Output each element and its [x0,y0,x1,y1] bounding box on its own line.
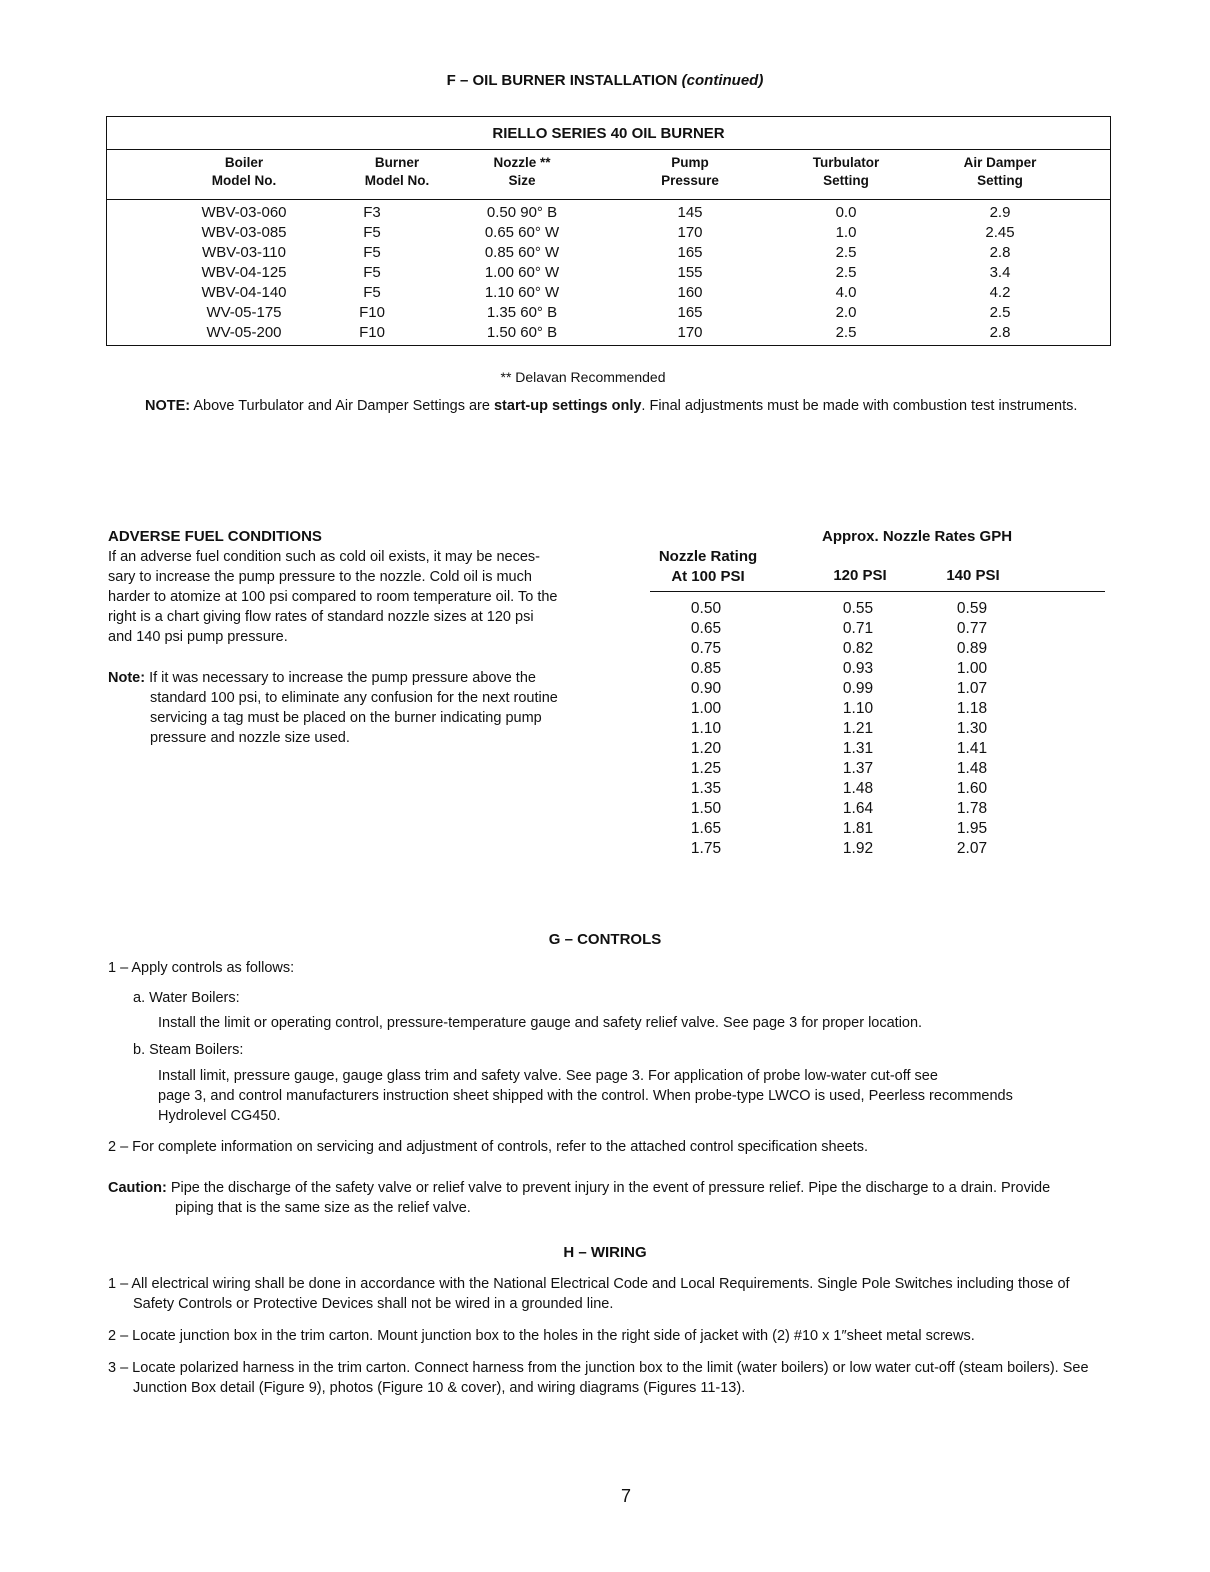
cell-air-damper: 2.8 [989,244,1011,261]
cell-burner: F5 [363,224,381,241]
cell-nozzle: 0.65 60° W [484,224,560,241]
cell-120psi: 0.93 [842,660,874,677]
text-line: Safety Controls or Protective Devices shall not be wired in a grounded line. [133,1296,614,1312]
cell-120psi: 1.81 [842,820,874,837]
table-row [107,224,1110,244]
steam-boilers-label: b. Steam Boilers: [133,1042,244,1058]
body-line: and 140 psi pump pressure. [108,629,288,645]
header-line: Size [508,173,536,188]
cell-pump: 170 [677,324,703,341]
cell-burner: F5 [363,244,381,261]
cell-boiler: WBV-03-085 [201,224,287,241]
section-f-title [0,72,1210,89]
riello-header-air-damper [925,154,1075,190]
nozzle-header-100psi [653,547,763,587]
table-row [107,264,1110,284]
header-line: Model No. [364,173,430,188]
cell-120psi: 1.10 [842,700,874,717]
adverse-fuel-note [108,668,578,748]
table-row [107,284,1110,304]
adverse-fuel-title: ADVERSE FUEL CONDITIONS [108,528,322,545]
cell-140psi: 0.77 [956,620,988,637]
cell-140psi: 1.18 [956,700,988,717]
text-line: 3 – Locate polarized harness in the trim carton. Connect harness from the junction box to the limit (water boilers) or low water cut-off (steam boilers). See [108,1360,1089,1376]
page-number: 7 [620,1486,631,1506]
cell-120psi: 0.82 [842,640,874,657]
body-line: If an adverse fuel condition such as cold oil exists, it may be neces- [108,549,540,565]
cell-turbulator: 2.5 [835,324,857,341]
nozzle-header-divider [650,591,1105,592]
nozzle-rates-title: Approx. Nozzle Rates GPH [822,528,1013,545]
cell-turbulator: 1.0 [835,224,857,241]
text-line: Hydrolevel CG450. [158,1108,281,1124]
cell-120psi: 1.64 [842,800,874,817]
text-line: Junction Box detail (Figure 9), photos (Figure 10 & cover), and wiring diagrams (Figures 11-13). [133,1380,746,1396]
text-line: page 3, and control manufacturers instruction sheet shipped with the control. When probe-type LWCO is used, Peerless recommends [158,1088,1013,1104]
cell-burner: F10 [359,304,385,321]
cell-140psi: 1.48 [956,760,988,777]
cell-140psi: 1.07 [956,680,988,697]
cell-boiler: WV-05-175 [206,304,282,321]
cell-boiler: WV-05-200 [206,324,282,341]
cell-boiler: WBV-04-140 [201,284,287,301]
section-g-title: G – CONTROLS [548,931,662,948]
riello-header-turbulator [771,154,921,190]
note-text-2: . Final adjustments must be made with combustion test instruments. [641,398,1078,414]
cell-140psi: 1.00 [956,660,988,677]
text-line: Pipe the discharge of the safety valve or relief valve to prevent injury in the event of pressure relief. Pipe the discharge to a drain. Provide [166,1180,1051,1196]
cell-100psi: 1.00 [690,700,722,717]
cell-140psi: 2.07 [956,840,988,857]
header-line: Turbulator [812,155,880,170]
table-row [107,244,1110,264]
text-line: piping that is the same size as the relief valve. [175,1200,471,1216]
wiring-item-2: 2 – Locate junction box in the trim carton. Mount junction box to the holes in the right side of jacket with (2) #10 x 1″sheet metal screws. [108,1328,975,1344]
header-line: Pump [671,155,709,170]
header-line: Nozzle ** [493,155,551,170]
cell-120psi: 0.55 [842,600,874,617]
cell-100psi: 1.35 [690,780,722,797]
adverse-fuel-body [108,547,578,647]
table-row [107,204,1110,224]
table-row [107,324,1110,344]
text-line: 1 – All electrical wiring shall be done in accordance with the National Electrical Code and Local Requirements. Single Pole Switches including those of [108,1276,1070,1292]
cell-140psi: 1.30 [956,720,988,737]
cell-100psi: 1.20 [690,740,722,757]
section-f-title-text: F – OIL BURNER INSTALLATION [446,72,678,89]
cell-100psi: 1.75 [690,840,722,857]
caution-note [108,1178,1108,1218]
cell-120psi: 0.99 [842,680,874,697]
cell-120psi: 1.31 [842,740,874,757]
cell-pump: 165 [677,304,703,321]
cell-nozzle: 0.50 90° B [486,204,558,221]
header-line: Nozzle Rating [658,548,758,565]
cell-boiler: WBV-03-060 [201,204,287,221]
cell-turbulator: 2.5 [835,244,857,261]
cell-burner: F5 [363,264,381,281]
cell-140psi: 1.78 [956,800,988,817]
cell-100psi: 1.10 [690,720,722,737]
table-row [107,304,1110,324]
riello-header-nozzle [447,154,597,190]
text-line: Install limit, pressure gauge, gauge glass trim and safety valve. See page 3. For application of probe low-water cut-off see [158,1068,938,1084]
cell-100psi: 0.90 [690,680,722,697]
cell-140psi: 1.95 [956,820,988,837]
note-line: servicing a tag must be placed on the burner indicating pump [150,710,542,726]
cell-turbulator: 0.0 [835,204,857,221]
wiring-item-1 [108,1274,1118,1314]
header-line: At 100 PSI [671,568,745,585]
header-line: Model No. [211,173,277,188]
section-h-title: H – WIRING [563,1244,647,1261]
cell-air-damper: 2.8 [989,324,1011,341]
cell-nozzle: 1.00 60° W [484,264,560,281]
note-bold: start-up settings only [493,398,642,414]
header-line: Setting [823,173,869,188]
nozzle-header-140psi: 140 PSI [946,567,1000,584]
cell-100psi: 0.65 [690,620,722,637]
cell-air-damper: 2.45 [985,224,1015,241]
cell-100psi: 0.85 [690,660,722,677]
cell-100psi: 0.50 [690,600,722,617]
nozzle-header-120psi: 120 PSI [833,567,887,584]
body-line: harder to atomize at 100 psi compared to room temperature oil. To the [108,589,558,605]
cell-boiler: WBV-04-125 [201,264,287,281]
header-line: Boiler [224,155,264,170]
cell-burner: F10 [359,324,385,341]
water-boilers-label: a. Water Boilers: [133,990,240,1006]
caution-label: Caution: [108,1180,167,1196]
wiring-item-3 [108,1358,1118,1398]
body-line: sary to increase the pump pressure to the nozzle. Cold oil is much [108,569,532,585]
cell-air-damper: 2.9 [989,204,1011,221]
cell-100psi: 1.65 [690,820,722,837]
cell-pump: 155 [677,264,703,281]
riello-body-divider [107,199,1110,200]
cell-air-damper: 4.2 [989,284,1011,301]
delavan-footnote: ** Delavan Recommended [500,369,666,385]
cell-140psi: 1.60 [956,780,988,797]
cell-nozzle: 1.10 60° W [484,284,560,301]
cell-burner: F5 [363,284,381,301]
riello-table-title: RIELLO SERIES 40 OIL BURNER [492,125,725,142]
cell-burner: F3 [363,204,381,221]
cell-air-damper: 2.5 [989,304,1011,321]
controls-item-1: 1 – Apply controls as follows: [108,960,295,976]
note-text-1: Above Turbulator and Air Damper Settings are [190,398,494,414]
startup-note [145,398,1077,414]
note-label: Note: [108,670,146,686]
cell-turbulator: 4.0 [835,284,857,301]
note-line: If it was necessary to increase the pump pressure above the [145,670,536,686]
cell-pump: 165 [677,244,703,261]
riello-table [106,116,1111,346]
cell-140psi: 1.41 [956,740,988,757]
note-line: standard 100 psi, to eliminate any confusion for the next routine [150,690,558,706]
cell-turbulator: 2.0 [835,304,857,321]
cell-120psi: 0.71 [842,620,874,637]
cell-140psi: 0.59 [956,600,988,617]
cell-140psi: 0.89 [956,640,988,657]
cell-100psi: 1.25 [690,760,722,777]
note-line: pressure and nozzle size used. [150,730,350,746]
cell-120psi: 1.21 [842,720,874,737]
cell-pump: 160 [677,284,703,301]
note-label: NOTE: [145,398,191,414]
cell-pump: 145 [677,204,703,221]
cell-120psi: 1.92 [842,840,874,857]
riello-header-boiler [169,154,319,190]
cell-nozzle: 1.35 60° B [486,304,558,321]
cell-nozzle: 1.50 60° B [486,324,558,341]
controls-item-2: 2 – For complete information on servicing and adjustment of controls, refer to the attached control specification sheets. [108,1139,869,1155]
cell-120psi: 1.48 [842,780,874,797]
riello-header-divider [107,149,1110,150]
cell-100psi: 1.50 [690,800,722,817]
riello-header-pump [615,154,765,190]
cell-pump: 170 [677,224,703,241]
cell-100psi: 0.75 [690,640,722,657]
header-line: Setting [977,173,1023,188]
cell-turbulator: 2.5 [835,264,857,281]
steam-boilers-text [158,1066,1078,1126]
body-line: right is a chart giving flow rates of standard nozzle sizes at 120 psi [108,609,534,625]
cell-boiler: WBV-03-110 [202,244,286,261]
header-line: Air Damper [963,155,1037,170]
header-line: Burner [374,155,420,170]
section-f-title-suffix: (continued) [681,72,764,89]
cell-air-damper: 3.4 [989,264,1011,281]
cell-120psi: 1.37 [842,760,874,777]
header-line: Pressure [661,173,719,188]
cell-nozzle: 0.85 60° W [484,244,560,261]
water-boilers-text: Install the limit or operating control, pressure-temperature gauge and safety relief valve. See page 3 for proper location. [158,1015,923,1031]
